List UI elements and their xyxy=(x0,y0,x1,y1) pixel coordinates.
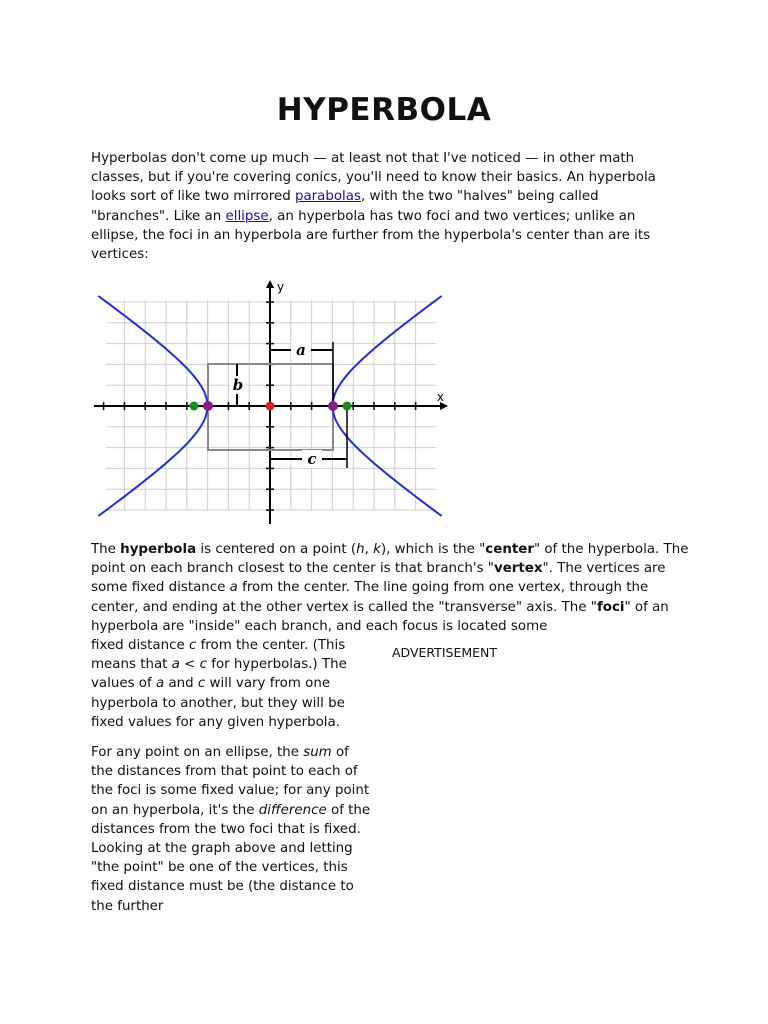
vertex-right-point xyxy=(328,401,338,411)
a-label: a xyxy=(296,341,306,359)
var-c: c xyxy=(199,657,207,673)
text: of the distances from that point to each of the foci is some fixed value; for any point on an hyperbola, it's the xyxy=(91,745,370,818)
c-label: c xyxy=(307,450,317,468)
var-a: a xyxy=(171,657,180,673)
text: will vary from one hyperbola to another, but they will be fixed values for any given hyperbola. xyxy=(91,676,345,730)
sum-word: sum xyxy=(303,745,332,760)
focus-right-point xyxy=(343,402,352,411)
var-c: c xyxy=(197,676,206,692)
foci-term: foci xyxy=(596,599,625,615)
a-dimension xyxy=(270,341,333,406)
center-term: center xyxy=(485,542,534,557)
text: , xyxy=(364,542,374,557)
text: for hyperbolas.) The values of xyxy=(91,657,347,692)
hyperbola-term: hyperbola xyxy=(120,542,197,557)
intro-text-1: Hyperbolas don't come up much — at least not that I've noticed — in other math classes, but if you're covering conics, you'll need to know their basics. An hyperbola looks sort of like two mirrored xyxy=(91,151,656,205)
var-a: a xyxy=(155,676,165,692)
text: fixed distance xyxy=(91,638,189,653)
difference-paragraph xyxy=(91,743,371,916)
var-h: h xyxy=(356,542,365,557)
intro-text-3: , an hyperbola has two foci and two vertices; unlike an ellipse, the foci in an hyperbola are further from the hyperbola's center than are its vertices: xyxy=(91,208,651,263)
x-axis-label: x xyxy=(436,390,444,404)
intro-text-2: , with the two "halves" being called "branches". Like an xyxy=(91,189,599,224)
hyperbola-graph xyxy=(92,278,448,528)
c-dimension xyxy=(270,406,347,468)
var-c: c xyxy=(188,638,197,653)
b-dimension xyxy=(230,364,246,406)
text: is centered on a point ( xyxy=(196,542,357,557)
text: and xyxy=(164,676,198,692)
text: ), which is the " xyxy=(380,542,486,557)
text: < xyxy=(179,657,200,673)
text: from the center. (This means that xyxy=(91,638,346,673)
intro-paragraph xyxy=(91,149,681,264)
text: " of an hyperbola are "inside" each branch, and each focus is located some xyxy=(91,599,669,634)
parabolas-link[interactable]: parabolas xyxy=(294,189,361,205)
text: The xyxy=(91,542,121,557)
text: ". The vertices are some fixed distance xyxy=(91,561,666,596)
text: For any point on an ellipse, the xyxy=(91,745,304,760)
center-point xyxy=(266,402,275,411)
var-k: k xyxy=(373,542,381,557)
advertisement-label: ADVERTISEMENT xyxy=(392,645,498,660)
b-label: b xyxy=(232,376,244,394)
foci-distance-paragraph xyxy=(91,636,371,732)
y-axis-label: y xyxy=(277,280,285,294)
text: from the center. The line going from one vertex, through the center, and ending at the other vertex is called the "transverse" axis. The " xyxy=(91,580,649,615)
vertex-left-point xyxy=(203,401,213,411)
text: " of the hyperbola. The point on each branch closest to the center is that branch's " xyxy=(91,542,689,577)
text: of the distances from the two foci that is fixed. Looking at the graph above and letting "the point" be one of the vertices, this fixed distance must be (the distance to the further xyxy=(91,802,371,914)
focus-left-point xyxy=(190,402,199,411)
ellipse-link[interactable]: ellipse xyxy=(225,208,269,224)
difference-word: difference xyxy=(258,802,327,818)
var-a: a xyxy=(229,580,238,596)
page-title: HYPERBOLA xyxy=(276,92,492,128)
vertex-term: vertex xyxy=(493,561,543,577)
center-vertex-paragraph xyxy=(91,540,691,636)
